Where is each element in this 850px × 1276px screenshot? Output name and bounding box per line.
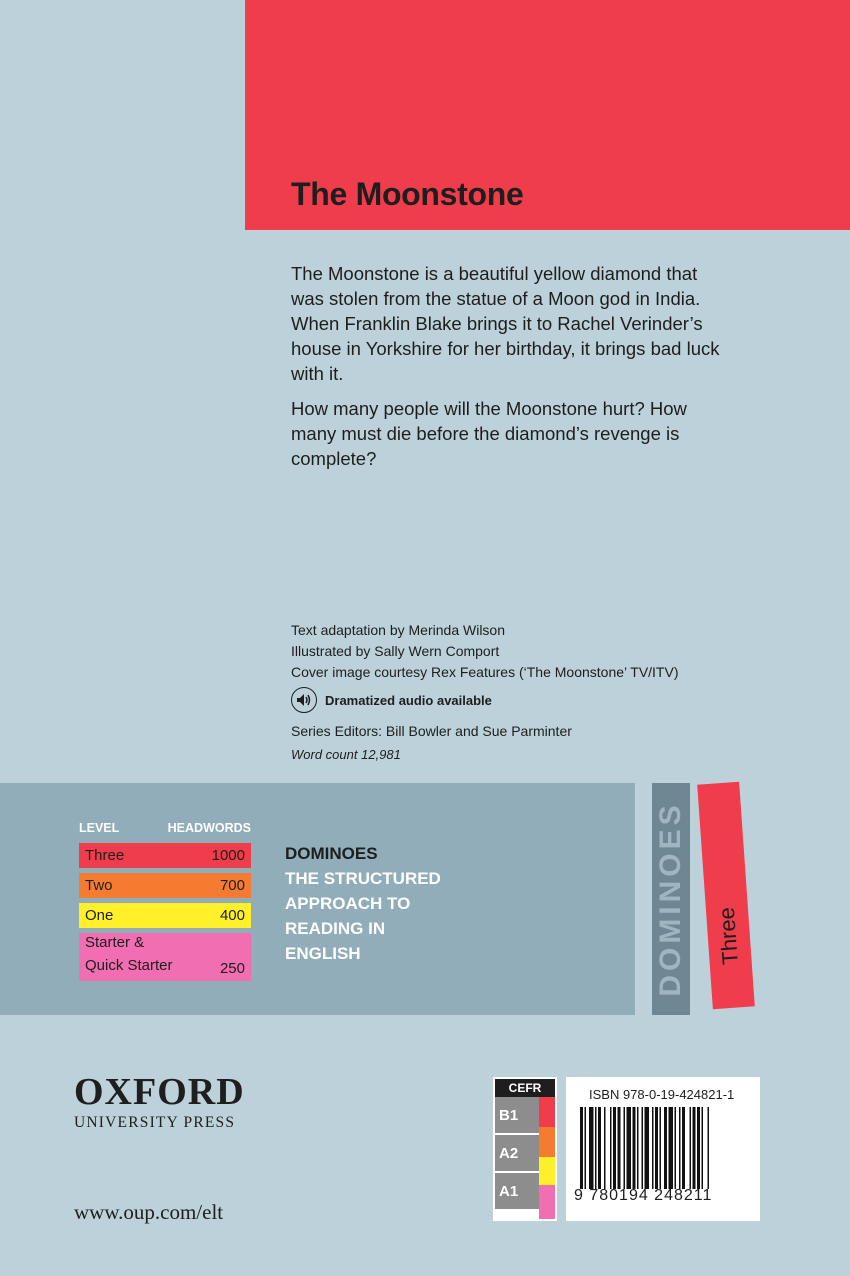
cefr-level-b1: B1	[495, 1097, 539, 1135]
barcode-bar	[664, 1107, 667, 1189]
level-table-header	[79, 821, 251, 835]
barcode-digits: 9 780194 248211	[574, 1187, 713, 1204]
barcode-bar	[690, 1107, 692, 1189]
cefr-level-a2: A2	[495, 1135, 539, 1173]
barcode-bar	[697, 1107, 700, 1189]
series-description	[285, 841, 485, 966]
barcode-bar	[595, 1107, 597, 1189]
series-tagline-1: THE STRUCTURED	[285, 869, 441, 888]
barcode-box	[566, 1077, 760, 1221]
series-editors: Series Editors: Bill Bowler and Sue Parminter	[291, 723, 572, 739]
barcode-bar	[627, 1107, 632, 1189]
barcode-bar	[675, 1107, 677, 1189]
barcode-bar	[655, 1107, 658, 1189]
cefr-levels	[495, 1097, 539, 1211]
adaptation-credit: Text adaptation by Merinda Wilson	[291, 622, 505, 638]
illustration-credit: Illustrated by Sally Wern Comport	[291, 643, 500, 659]
isbn-label: ISBN 978-0-19-424821-1	[589, 1087, 735, 1102]
level-row-three	[79, 843, 251, 868]
audio-note	[291, 687, 761, 713]
publisher-sub: UNIVERSITY PRESS	[74, 1114, 236, 1131]
level-band	[0, 783, 635, 1015]
headwords-header: HEADWORDS	[167, 821, 251, 835]
cefr-badge	[493, 1077, 557, 1221]
level-headwords: 700	[219, 877, 245, 894]
barcode-bar	[642, 1107, 644, 1189]
level-headwords: 400	[219, 907, 245, 924]
barcode-bar	[693, 1107, 696, 1189]
cefr-bar-orange	[539, 1127, 555, 1157]
level-name-line2: Quick Starter	[85, 957, 173, 974]
spine-series-block	[652, 783, 690, 1015]
barcode-bar	[682, 1107, 685, 1189]
barcode-bar	[679, 1107, 681, 1189]
cefr-level-a1: A1	[495, 1173, 539, 1211]
level-row-starter	[79, 933, 251, 981]
barcode-bar	[585, 1107, 587, 1189]
barcode-bar	[624, 1107, 626, 1189]
level-row-two	[79, 873, 251, 898]
barcode-bar	[613, 1107, 616, 1189]
barcode-bar	[669, 1107, 674, 1189]
level-name: One	[85, 907, 114, 924]
level-headwords: 250	[219, 960, 245, 977]
level-name: Two	[85, 877, 113, 894]
blurb-paragraph-1: The Moonstone is a beautiful yellow diamond that was stolen from the statue of a Moon god in India. When Franklin Blake brings it to Rachel Verinder’s house in Yorkshire for her birthday, it brings bad luck with it.	[291, 263, 720, 384]
level-row-one	[79, 903, 251, 928]
barcode-bar	[708, 1107, 710, 1189]
barcode-bar	[702, 1107, 704, 1189]
credits	[291, 620, 761, 765]
series-tagline-2: APPROACH TO	[285, 894, 411, 913]
level-table	[79, 821, 251, 986]
speaker-icon	[291, 687, 317, 713]
word-count: Word count 12,981	[291, 747, 401, 762]
level-name-line1: Starter &	[85, 934, 145, 951]
barcode-bar	[637, 1107, 639, 1189]
barcode-icon	[580, 1107, 748, 1189]
level-name	[85, 931, 173, 977]
publisher-logo	[74, 1072, 245, 1132]
barcode-bar	[604, 1107, 606, 1189]
cefr-bar-yellow	[539, 1157, 555, 1185]
blurb	[291, 261, 731, 481]
spine-level-label: Three	[713, 906, 743, 966]
level-header: LEVEL	[79, 821, 120, 835]
blurb-paragraph-2: How many people will the Moonstone hurt? How many must die before the diamond’s revenge is complete?	[291, 398, 687, 469]
spine-series-label: DOMINOES	[654, 801, 687, 997]
barcode-bar	[633, 1107, 636, 1189]
barcode-bar	[645, 1107, 650, 1189]
barcode-bar	[618, 1107, 621, 1189]
audio-label: Dramatized audio available	[325, 692, 492, 708]
series-name: DOMINOES	[285, 844, 378, 863]
book-title: The Moonstone	[291, 176, 524, 212]
level-name: Three	[85, 847, 125, 864]
barcode-bar	[598, 1107, 601, 1189]
barcode-bar	[660, 1107, 662, 1189]
barcode-bar	[589, 1107, 594, 1189]
barcode-bar	[580, 1107, 583, 1189]
publisher-website[interactable]: www.oup.com/elt	[74, 1200, 224, 1224]
barcode-bar	[652, 1107, 654, 1189]
series-tagline-4: ENGLISH	[285, 944, 361, 963]
cefr-label: CEFR	[495, 1079, 555, 1097]
barcode-bar	[610, 1107, 612, 1189]
publisher-name: OXFORD	[74, 1071, 245, 1113]
cefr-bar-pink	[539, 1185, 555, 1219]
series-tagline-3: READING IN	[285, 919, 386, 938]
title-block	[245, 0, 850, 230]
spine-level-block	[697, 782, 755, 1009]
level-headwords: 1000	[211, 847, 245, 864]
cover-credit: Cover image courtesy Rex Features (‘The Moonstone’ TV/ITV)	[291, 664, 679, 680]
